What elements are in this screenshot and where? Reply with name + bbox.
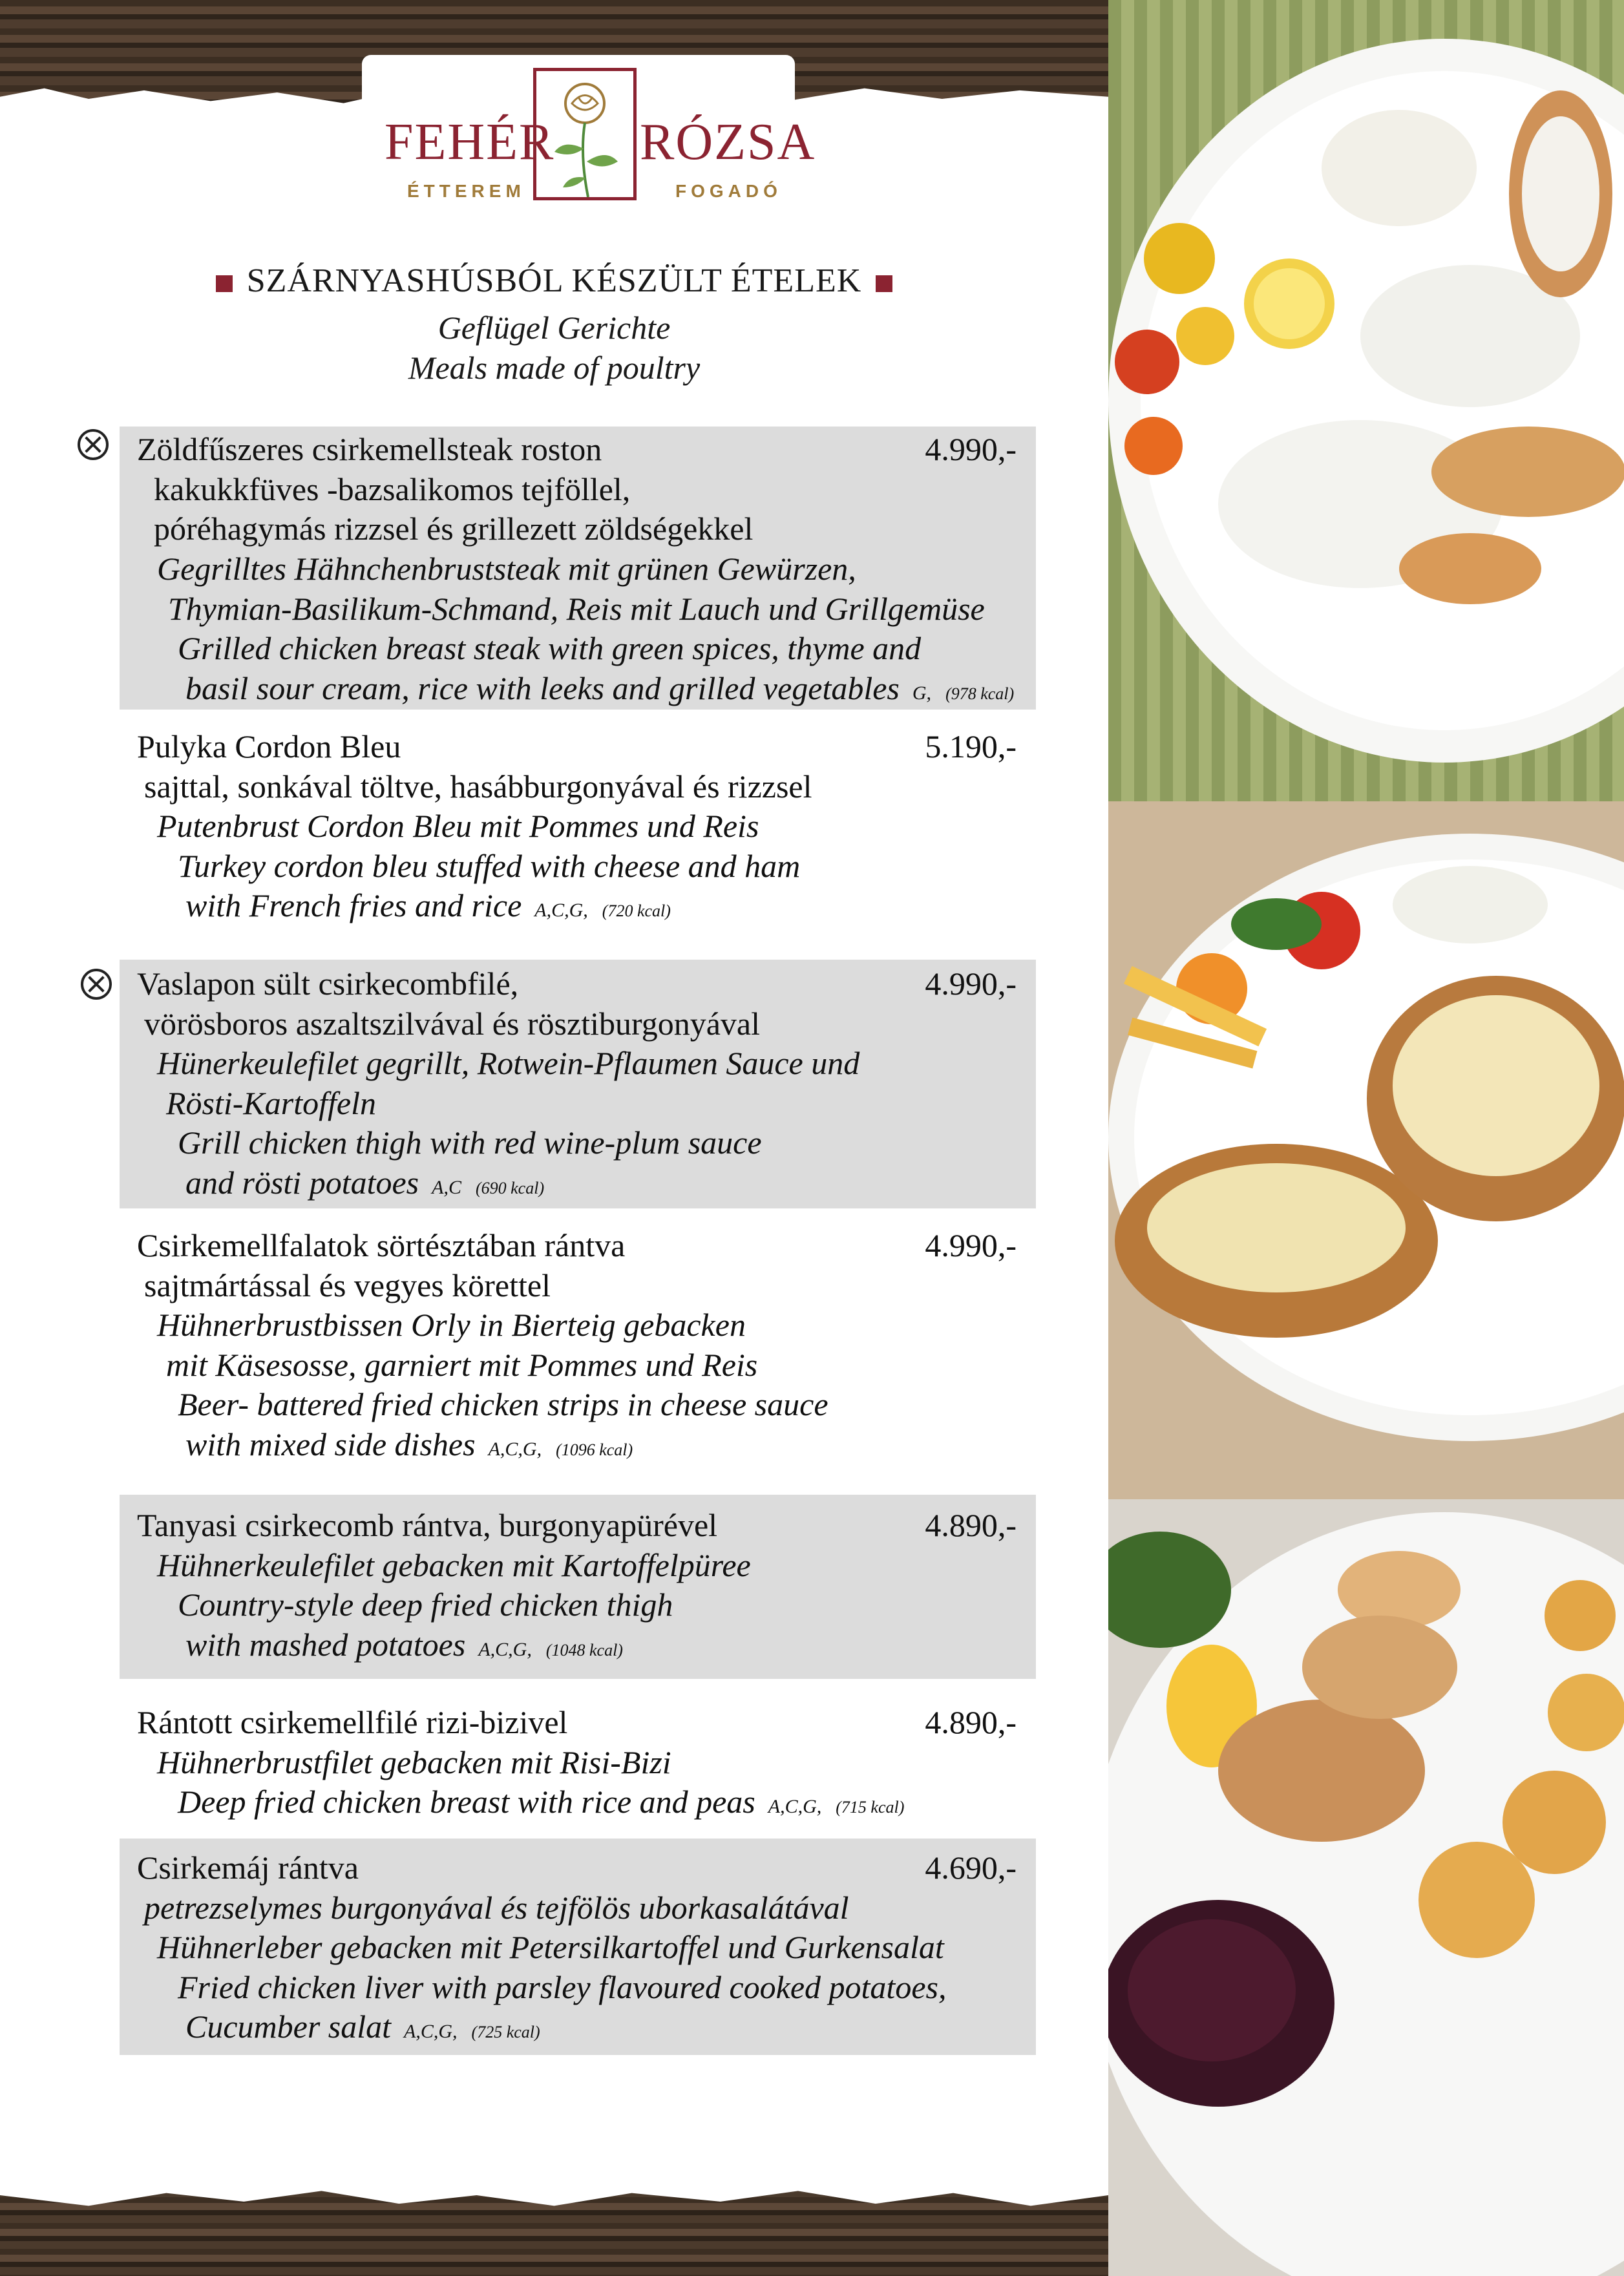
square-bullet-icon [876,275,892,292]
item-desc-en: with French fries and rice [185,887,522,923]
item-allergens: A,C,G, [404,2021,458,2042]
item-allergens: A,C,G, [768,1796,822,1817]
item-desc: petrezselymes burgonyával és tejfölös uborkasalátával [144,1890,849,1926]
item-price: 4.890,- [925,1704,1017,1740]
item-desc-de: Hühnerkeulefilet gebacken mit Kartoffelpüree [157,1547,751,1583]
brand-sub-2: FOGADÓ [675,181,782,201]
item-price: 4.990,- [925,965,1017,1002]
item-desc-en: Fried chicken liver with parsley flavoured cooked potatoes, [178,1969,947,2005]
item-desc-en: and rösti potatoes [185,1164,419,1201]
item-name: Vaslapon sült csirkecombfilé, [137,965,519,1002]
item-desc-en: Grilled chicken breast steak with green spices, thyme and [178,630,922,666]
item-allergens: A,C,G, [488,1438,542,1460]
item-desc-en: with mixed side dishes [185,1426,476,1462]
grilled-chicken-photo [1108,0,1624,801]
item-allergens: A,C,G, [534,900,588,921]
item-allergens: A,C,G, [478,1639,532,1660]
item-kcal: (720 kcal) [602,901,671,920]
section-title [0,262,1108,300]
food-photos-column [1108,0,1624,2276]
item-kcal: (715 kcal) [836,1798,905,1817]
brand-word-2: RÓZSA [640,114,816,171]
item-desc: sajtmártással és vegyes körettel [144,1267,551,1303]
item-desc-de: Gegrilltes Hähnchenbruststeak mit grünen Gewürzen, [157,551,856,587]
item-kcal: (978 kcal) [945,684,1015,703]
wood-background-bottom [0,2197,1108,2276]
section-title-en: Meals made of poultry [408,350,701,386]
menu-item [120,717,1036,943]
item-price: 4.990,- [925,1227,1017,1263]
menu-item [120,427,1036,710]
item-allergens: A,C [432,1177,461,1198]
item-allergens: G, [912,682,932,704]
item-name: Csirkemellfalatok sörtésztában rántva [137,1227,626,1263]
item-desc-de: Putenbrust Cordon Bleu mit Pommes und Reis [157,808,759,844]
item-desc: sajttal, sonkával töltve, hasábburgonyával és rizzsel [144,768,812,805]
item-name: Zöldfűszeres csirkemellsteak roston [137,431,602,467]
item-desc: póréhagymás rizzsel és grillezett zöldségekkel [154,511,754,547]
item-desc-de: Hühnerleber gebacken mit Petersilkartoffel und Gurkensalat [157,1929,944,1965]
menu-item [120,1839,1036,2055]
item-desc-en: with mashed potatoes [185,1627,466,1663]
section-title-de: Geflügel Gerichte [438,310,671,346]
item-name: Tanyasi csirkecomb rántva, burgonyapürével [137,1507,718,1543]
item-desc-en: Cucumber salat [185,2008,392,2045]
menu-item [120,1495,1036,1679]
item-desc-de: Rösti-Kartoffeln [166,1085,376,1121]
item-desc-de: Thymian-Basilikum-Schmand, Reis mit Lauch und Grillgemüse [168,591,985,627]
item-desc-de: mit Käsesosse, garniert mit Pommes und Reis [166,1347,758,1383]
item-desc-en: basil sour cream, rice with leeks and grilled vegetables [185,670,900,706]
item-kcal: (1096 kcal) [556,1440,633,1459]
cordon-bleu-photo [1108,801,1624,1499]
item-name: Csirkemáj rántva [137,1849,359,1886]
item-price: 4.690,- [925,1849,1017,1886]
menu-item [120,960,1036,1208]
gluten-free-icon [81,969,112,1000]
item-price: 4.890,- [925,1507,1017,1543]
item-desc-en: Country-style deep fried chicken thigh [178,1586,673,1623]
item-desc-de: Hünerkeulefilet gegrillt, Rotwein-Pflaumen Sauce und [157,1045,860,1081]
restaurant-logo [381,61,816,216]
item-desc: vörösboros aszaltszilvával és rösztiburgonyával [144,1006,761,1042]
item-desc-de: Hühnerbrustfilet gebacken mit Risi-Bizi [157,1744,671,1780]
item-desc-en: Beer- battered fried chicken strips in cheese sauce [178,1386,828,1422]
brand-sub-1: ÉTTEREM [407,181,525,201]
item-desc-de: Hühnerbrustbissen Orly in Bierteig gebacken [157,1307,746,1343]
square-bullet-icon [216,275,233,292]
chicken-liver-photo [1108,1499,1624,2276]
item-desc-en: Grill chicken thigh with red wine-plum sauce [178,1124,762,1161]
item-name: Pulyka Cordon Bleu [137,728,401,764]
item-kcal: (1048 kcal) [545,1641,623,1660]
item-kcal: (690 kcal) [475,1179,545,1197]
item-price: 4.990,- [925,431,1017,467]
item-desc: kakukkfüves -bazsalikomos tejföllel, [154,471,631,507]
brand-word-1: FEHÉR [385,114,555,171]
gluten-free-icon [78,429,109,460]
item-name: Rántott csirkemellfilé rizi-bizivel [137,1704,568,1740]
item-desc-en: Turkey cordon bleu stuffed with cheese and ham [178,848,801,884]
item-kcal: (725 kcal) [471,2023,540,2041]
menu-item [120,1693,1036,1835]
item-desc-en: Deep fried chicken breast with rice and peas [178,1784,755,1820]
section-title-hu: SZÁRNYASHÚSBÓL KÉSZÜLT ÉTELEK [246,262,862,299]
item-price: 5.190,- [925,728,1017,764]
menu-item [120,1215,1036,1473]
